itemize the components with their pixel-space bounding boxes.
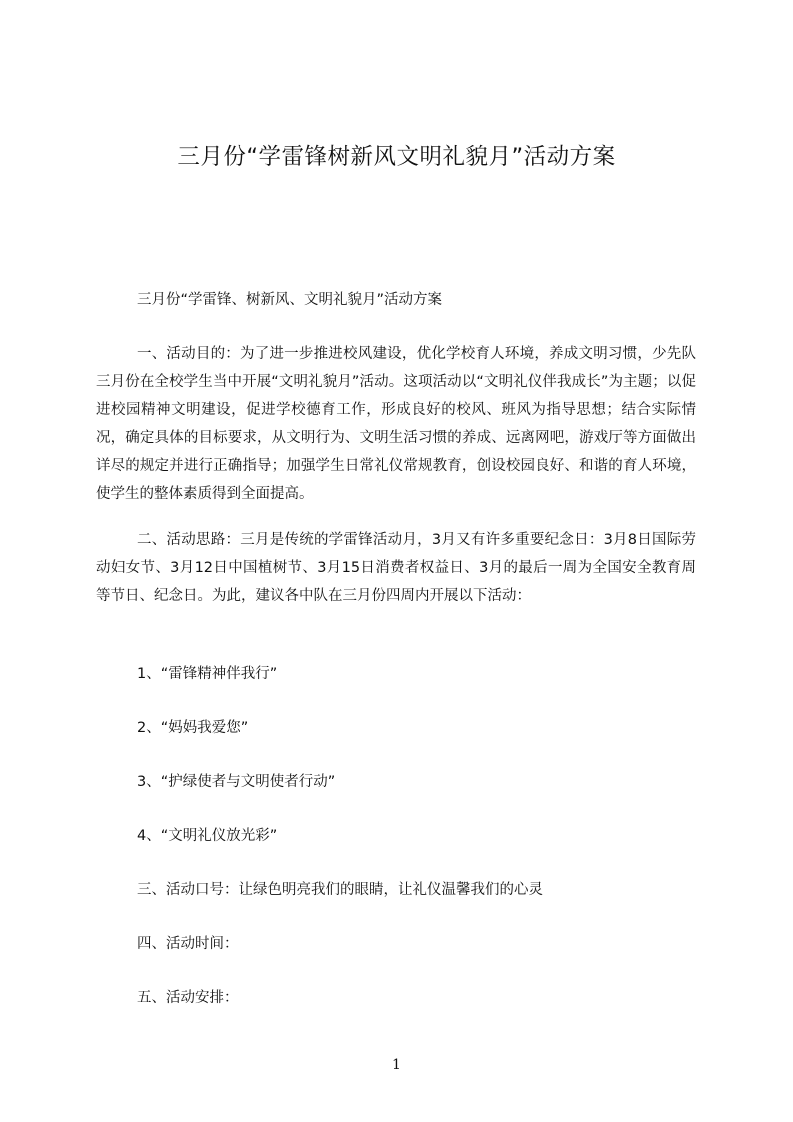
section-time: 四、活动时间： bbox=[137, 936, 239, 952]
activity-item: 2、“妈妈我爱您” bbox=[137, 720, 249, 736]
activity-item: 3、“护绿使者与文明使者行动” bbox=[137, 774, 336, 790]
document-title: 三月份“学雷锋树新风文明礼貌月”活动方案 bbox=[177, 144, 616, 170]
paragraph-activity-approach: 二、活动思路：三月是传统的学雷锋活动月，3月又有许多重要纪念日：3月8日国际劳动妇女节、3月12日中国植树节、3月15日消费者权益日、3月的最后一周为全国安全教育周等节日、纪念日。为此，建议各中队在三月份四周内开展以下活动： bbox=[96, 532, 696, 604]
page-number: 1 bbox=[392, 1057, 401, 1073]
section-slogan: 三、活动口号：让绿色明亮我们的眼睛，让礼仪温馨我们的心灵 bbox=[137, 882, 543, 898]
activity-item: 1、“雷锋精神伴我行” bbox=[137, 666, 278, 682]
paragraph-activity-purpose: 一、活动目的：为了进一步推进校风建设，优化学校育人环境，养成文明习惯，少先队三月份在全校学生当中开展“文明礼貌月”活动。这项活动以“文明礼仪伴我成长”为主题；以促进校园精神文明建设，促进学校德育工作，形成良好的校风、班风为指导思想；结合实际情况，确定具体的目标要求，从文明行为、文明生活习惯的养成、远离网吧，游戏厅等方面做出详尽的规定并进行正确指导；加强学生日常礼仪常规教育，创设校园良好、和谐的育人环境，使学生的整体素质得到全面提高。 bbox=[96, 346, 696, 502]
activity-item: 4、“文明礼仪放光彩” bbox=[137, 828, 278, 844]
section-arrangement: 五、活动安排： bbox=[137, 990, 239, 1006]
document-subtitle: 三月份“学雷锋、树新风、文明礼貌月”活动方案 bbox=[137, 292, 443, 308]
